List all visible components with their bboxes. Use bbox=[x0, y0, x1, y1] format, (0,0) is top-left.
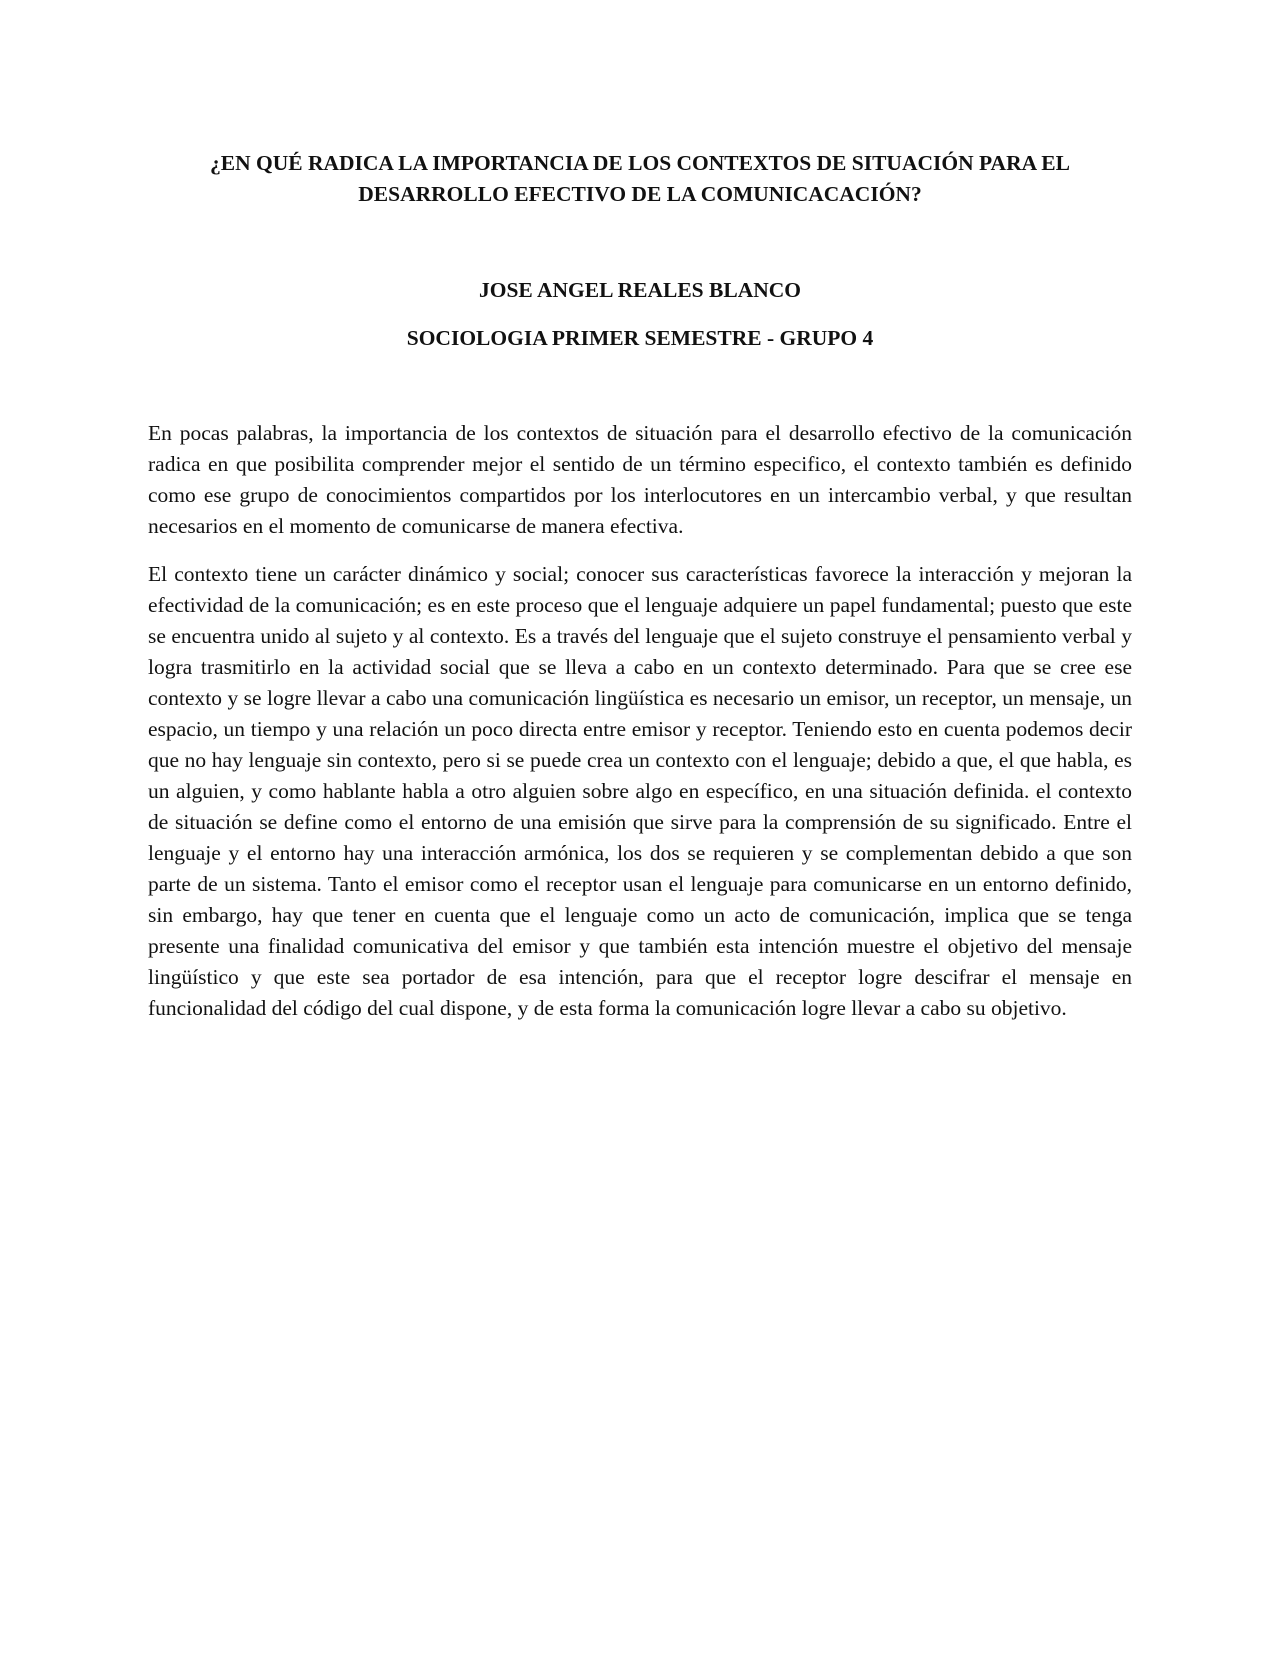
course-info: SOCIOLOGIA PRIMER SEMESTRE - GRUPO 4 bbox=[406, 326, 874, 350]
body-paragraph-1: En pocas palabras, la importancia de los contextos de situación para el desarrollo efectivo de la comunicación radica en que posibilita comprender mejor el sentido de un término especifico, el contexto también es definido como ese grupo de conocimientos compartidos por los interlocutores en un intercambio verbal, y que resultan necesarios en el momento de comunicarse de manera efectiva. bbox=[148, 421, 1132, 538]
document-body bbox=[148, 418, 1132, 1024]
body-paragraph-2: El contexto tiene un carácter dinámico y social; conocer sus características favorece la interacción y mejoran la efectividad de la comunicación; es en este proceso que el lenguaje adquiere un papel fundamental; puesto que este se encuentra unido al sujeto y al contexto. Es a través del lenguaje que el sujeto construye el pensamiento verbal y logra trasmitirlo en la actividad social que se lleva a cabo en un contexto determinado. Para que se cree ese contexto y se logre llevar a cabo una comunicación lingüística es necesario un emisor, un receptor, un mensaje, un espacio, un tiempo y una relación un poco directa entre emisor y receptor. Teniendo esto en cuenta podemos decir que no hay lenguaje sin contexto, pero si se puede crea un contexto con el lenguaje; debido a que, el que habla, es un alguien, y como hablante habla a otro alguien sobre algo en específico, en una situación definida. el contexto de situación se define como el entorno de una emisión que sirve para la comprensión de su significado. Entre el lenguaje y el entorno hay una interacción armónica, los dos se requieren y se complementan debido a que son parte de un sistema. Tanto el emisor como el receptor usan el lenguaje para comunicarse en un entorno definido, sin embargo, hay que tener en cuenta que el lenguaje como un acto de comunicación, implica que se tenga presente una finalidad comunicativa del emisor y que también esta intención muestre el objetivo del mensaje lingüístico y que este sea portador de esa intención, para que el receptor logre descifrar el mensaje en funcionalidad del código del cual dispone, y de esta forma la comunicación logre llevar a cabo su objetivo. bbox=[148, 562, 1132, 1020]
document-title: ¿EN QUÉ RADICA LA IMPORTANCIA DE LOS CONTEXTOS DE SITUACIÓN PARA EL DESARROLLO EFECTIVO DE LA COMUNICACACIÓN? bbox=[210, 151, 1070, 206]
author-name: JOSE ANGEL REALES BLANCO bbox=[479, 278, 801, 302]
